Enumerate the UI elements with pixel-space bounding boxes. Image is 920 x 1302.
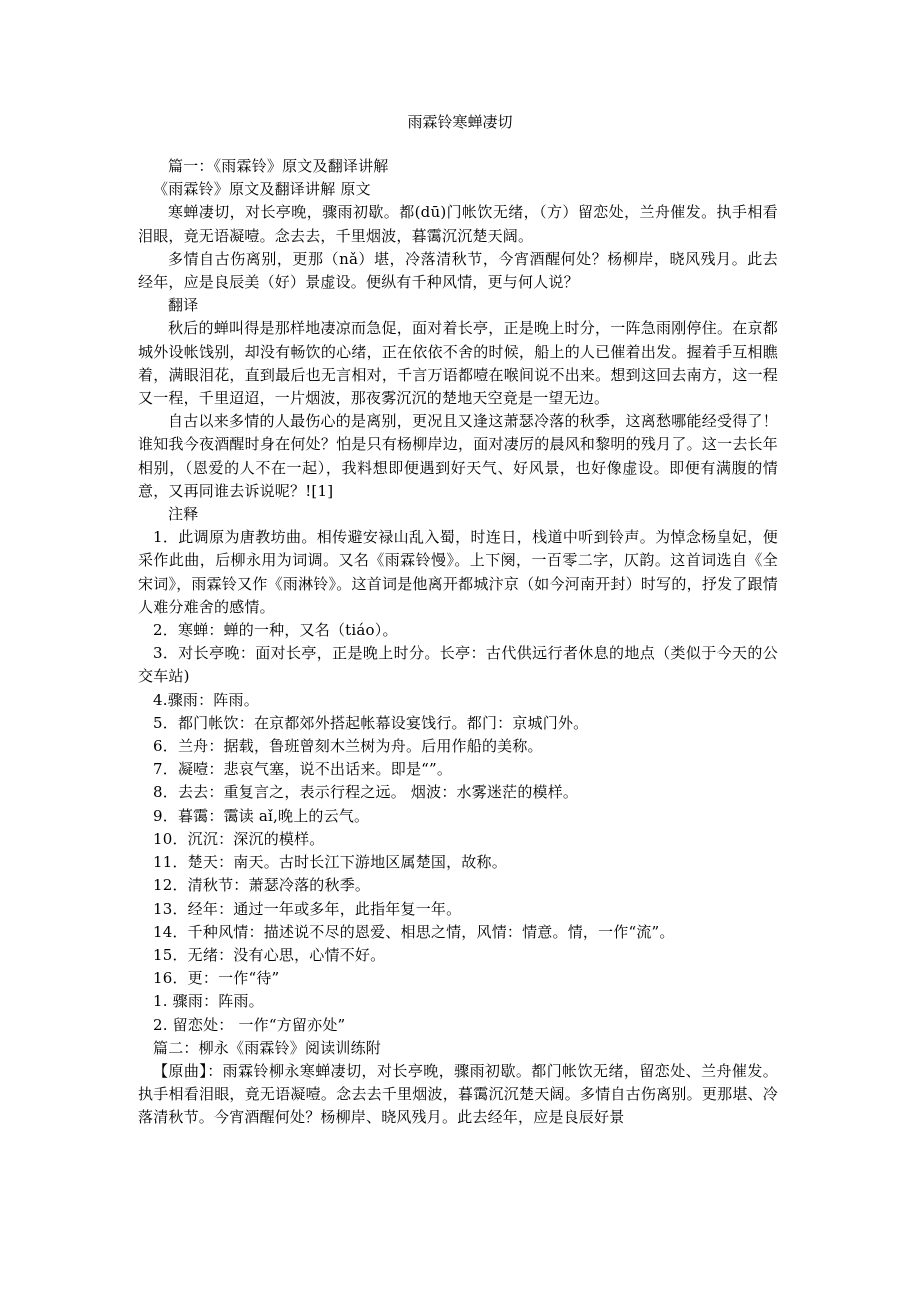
paragraph: 篇二：柳永《雨霖铃》阅读训练附 xyxy=(153,1038,382,1057)
paragraph: 7．凝噎：悲哀气塞，说不出话来。即是“”。 xyxy=(153,760,453,779)
paragraph: 注释 xyxy=(168,505,199,524)
paragraph: 翻译 xyxy=(168,296,199,315)
document-title: 雨霖铃寒蝉凄切 xyxy=(407,113,513,131)
paragraph: 15．无绪：没有心思，心情不好。 xyxy=(153,945,386,964)
paragraph: 2. 留恋处： 一作“方留亦处” xyxy=(153,1015,346,1034)
paragraph: 6．兰舟：据载，鲁班曾刻木兰树为舟。后用作船的美称。 xyxy=(153,737,543,756)
paragraph: 寒蝉凄切，对长亭晚，骤雨初歇。都(dū)门帐饮无绪，（方）留恋处，兰舟催发。执手相看泪眼，竟无语凝噎。念去去，千里烟波，暮霭沉沉楚天阔。 xyxy=(138,203,778,245)
document-body xyxy=(138,155,778,1130)
paragraph: 14．千种风情：描述说不尽的恩爱、相思之情，风情：情意。情，一作“流”。 xyxy=(153,922,675,941)
paragraph: 12．清秋节：萧瑟冷落的秋季。 xyxy=(153,876,371,895)
paragraph: 秋后的蝉叫得是那样地凄凉而急促，面对着长亭，正是晚上时分，一阵急雨刚停住。在京都城外设帐饯别，却没有畅饮的心绪，正在依依不舍的时候，船上的人已催着出发。握着手互相瞧着，满眼泪花，直到最后也无言相对，千言万语都噎在喉间说不出来。想到这回去南方，这一程又一程，千里迢迢，一片烟波，那夜雾沉沉的楚地天空竟是一望无边。 xyxy=(138,319,778,408)
paragraph: 3．对长亭晚：面对长亭，正是晚上时分。长亭：古代供远行者休息的地点（类似于今天的公交车站) xyxy=(138,644,778,686)
paragraph: 13．经年：通过一年或多年，此指年复一年。 xyxy=(153,899,462,918)
paragraph: 篇一：《雨霖铃》原文及翻译讲解 xyxy=(168,157,389,175)
paragraph: 多情自古伤离别，更那（nǎ）堪，冷落清秋节，今宵酒醒何处？杨柳岸，晓风残月。此去经年，应是良辰美（好）景虚设。便纵有千种风情，更与何人说？ xyxy=(138,249,778,292)
paragraph: 《雨霖铃》原文及翻译讲解 原文 xyxy=(153,180,371,199)
paragraph: 【原曲】：雨霖铃柳永寒蝉凄切，对长亭晚，骤雨初歇。都门帐饮无绪，留恋处、兰舟催发。执手相看泪眼，竟无语凝噎。念去去千里烟波，暮霭沉沉楚天阔。多情自古伤离别。更那堪、冷落清秋节。今宵酒醒何处？杨柳岸、晓风残月。此去经年，应是良辰好景 xyxy=(138,1061,778,1127)
paragraph: 自古以来多情的人最伤心的是离别，更况且又逢这萧瑟冷落的秋季，这离愁哪能经受得了！谁知我今夜酒醒时身在何处？怕是只有杨柳岸边，面对凄厉的晨风和黎明的残月了。这一去长年相别，（恩爱的人不在一起），我料想即便遇到好天气、好风景，也好像虚设。即便有满腹的情意，又再同谁去诉说呢？![1] xyxy=(138,412,778,500)
paragraph: 2．寒蝉：蝉的一种，又名（tiáo）。 xyxy=(153,621,398,640)
paragraph: 10．沉沉：深沉的模样。 xyxy=(153,829,325,848)
paragraph: 5．都门帐饮：在京都郊外搭起帐幕设宴饯行。都门：京城门外。 xyxy=(153,713,589,732)
paragraph: 1．此调原为唐教坊曲。相传避安禄山乱入蜀，时连日，栈道中听到铃声。为悼念杨皇妃，便采作此曲，后柳永用为词调。又名《雨霖铃慢》。上下阕，一百零二字，仄韵。这首词选自《全宋词》，雨霖铃又作《雨淋铃》。这首词是他离开都城汴京（如今河南开封）时写的，抒发了跟情人难分难舍的感情。 xyxy=(138,528,778,616)
paragraph: 4.骤雨：阵雨。 xyxy=(153,690,259,709)
paragraph: 9．暮霭：霭读 aǐ,晚上的云气。 xyxy=(153,806,370,825)
paragraph: 16．更：一作“待” xyxy=(153,969,280,988)
paragraph: 11．楚天：南天。古时长江下游地区属楚国，故称。 xyxy=(153,853,507,872)
paragraph: 8．去去：重复言之，表示行程之远。 烟波：水雾迷茫的模样。 xyxy=(153,783,579,802)
paragraph: 1. 骤雨：阵雨。 xyxy=(153,992,264,1011)
